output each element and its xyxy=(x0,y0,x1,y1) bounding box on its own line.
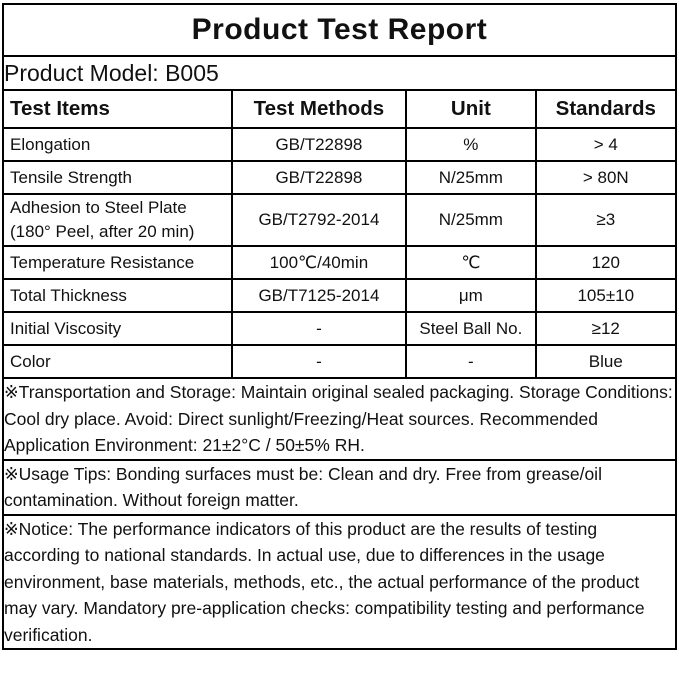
col-header-test-methods: Test Methods xyxy=(232,90,407,128)
cell-unit: N/25mm xyxy=(406,194,535,246)
cell-method: 100℃/40min xyxy=(232,246,407,279)
cell-standard: > 80N xyxy=(536,161,676,194)
item-text: Color xyxy=(10,351,51,371)
col-header-unit: Unit xyxy=(406,90,535,128)
table-row-color xyxy=(3,345,676,378)
cell-method: - xyxy=(232,345,407,378)
item-text: Total Thickness xyxy=(10,285,127,305)
item-text: Temperature Resistance xyxy=(10,252,195,272)
col-header-test-items: Test Items xyxy=(3,90,232,128)
table-row-total-thickness xyxy=(3,279,676,312)
table-row-elongation xyxy=(3,128,676,161)
table-header-row xyxy=(3,90,676,128)
cell-unit: % xyxy=(406,128,535,161)
cell-standard: > 4 xyxy=(536,128,676,161)
table-row-adhesion xyxy=(3,194,676,246)
cell-standard: ≥12 xyxy=(536,312,676,345)
title-row xyxy=(3,4,676,56)
item-text: Elongation xyxy=(10,134,91,154)
note-row-usage-tips xyxy=(3,460,676,515)
note-transport-storage: ※Transportation and Storage: Maintain original sealed packaging. Storage Conditions: Cool dry place. Avoid: Direct sunlight/Freezing/Heat sources. Recommended Application Environment: 21±2°C / 50±5% RH. xyxy=(3,378,676,460)
cell-method: GB/T22898 xyxy=(232,161,407,194)
product-test-report xyxy=(2,3,677,650)
note-notice: ※Notice: The performance indicators of this product are the results of testing according to national standards. In actual use, due to differences in the usage environment, base materials, methods, etc., the actual performance of the product may vary. Mandatory pre-application checks: compatibility testing and performance verification. xyxy=(3,515,676,650)
cell-standard: Blue xyxy=(536,345,676,378)
note-row-notice xyxy=(3,515,676,650)
cell-item xyxy=(3,246,232,279)
product-model: Product Model: B005 xyxy=(3,56,676,90)
cell-item xyxy=(3,194,232,246)
cell-item xyxy=(3,161,232,194)
item-text-line2: (180° Peel, after 20 min) xyxy=(10,222,195,241)
cell-method: GB/T2792-2014 xyxy=(232,194,407,246)
cell-item xyxy=(3,128,232,161)
cell-unit: N/25mm xyxy=(406,161,535,194)
cell-method: GB/T22898 xyxy=(232,128,407,161)
note-row-transport-storage xyxy=(3,378,676,460)
table-row-temperature-resistance xyxy=(3,246,676,279)
item-text-line1: Adhesion to Steel Plate xyxy=(10,198,187,217)
cell-item xyxy=(3,312,232,345)
cell-unit: - xyxy=(406,345,535,378)
cell-method: GB/T7125-2014 xyxy=(232,279,407,312)
report-title: Product Test Report xyxy=(3,4,676,56)
col-header-standards: Standards xyxy=(536,90,676,128)
cell-method: - xyxy=(232,312,407,345)
cell-item xyxy=(3,279,232,312)
note-usage-tips: ※Usage Tips: Bonding surfaces must be: Clean and dry. Free from grease/oil contamination. Without foreign matter. xyxy=(3,460,676,515)
cell-item xyxy=(3,345,232,378)
table-row-initial-viscosity xyxy=(3,312,676,345)
item-text: Tensile Strength xyxy=(10,167,132,187)
item-text: Initial Viscosity xyxy=(10,318,122,338)
cell-unit: μm xyxy=(406,279,535,312)
cell-standard: 105±10 xyxy=(536,279,676,312)
cell-standard: 120 xyxy=(536,246,676,279)
cell-unit: ℃ xyxy=(406,246,535,279)
cell-standard: ≥3 xyxy=(536,194,676,246)
table-row-tensile-strength xyxy=(3,161,676,194)
cell-unit: Steel Ball No. xyxy=(406,312,535,345)
model-row xyxy=(3,56,676,90)
